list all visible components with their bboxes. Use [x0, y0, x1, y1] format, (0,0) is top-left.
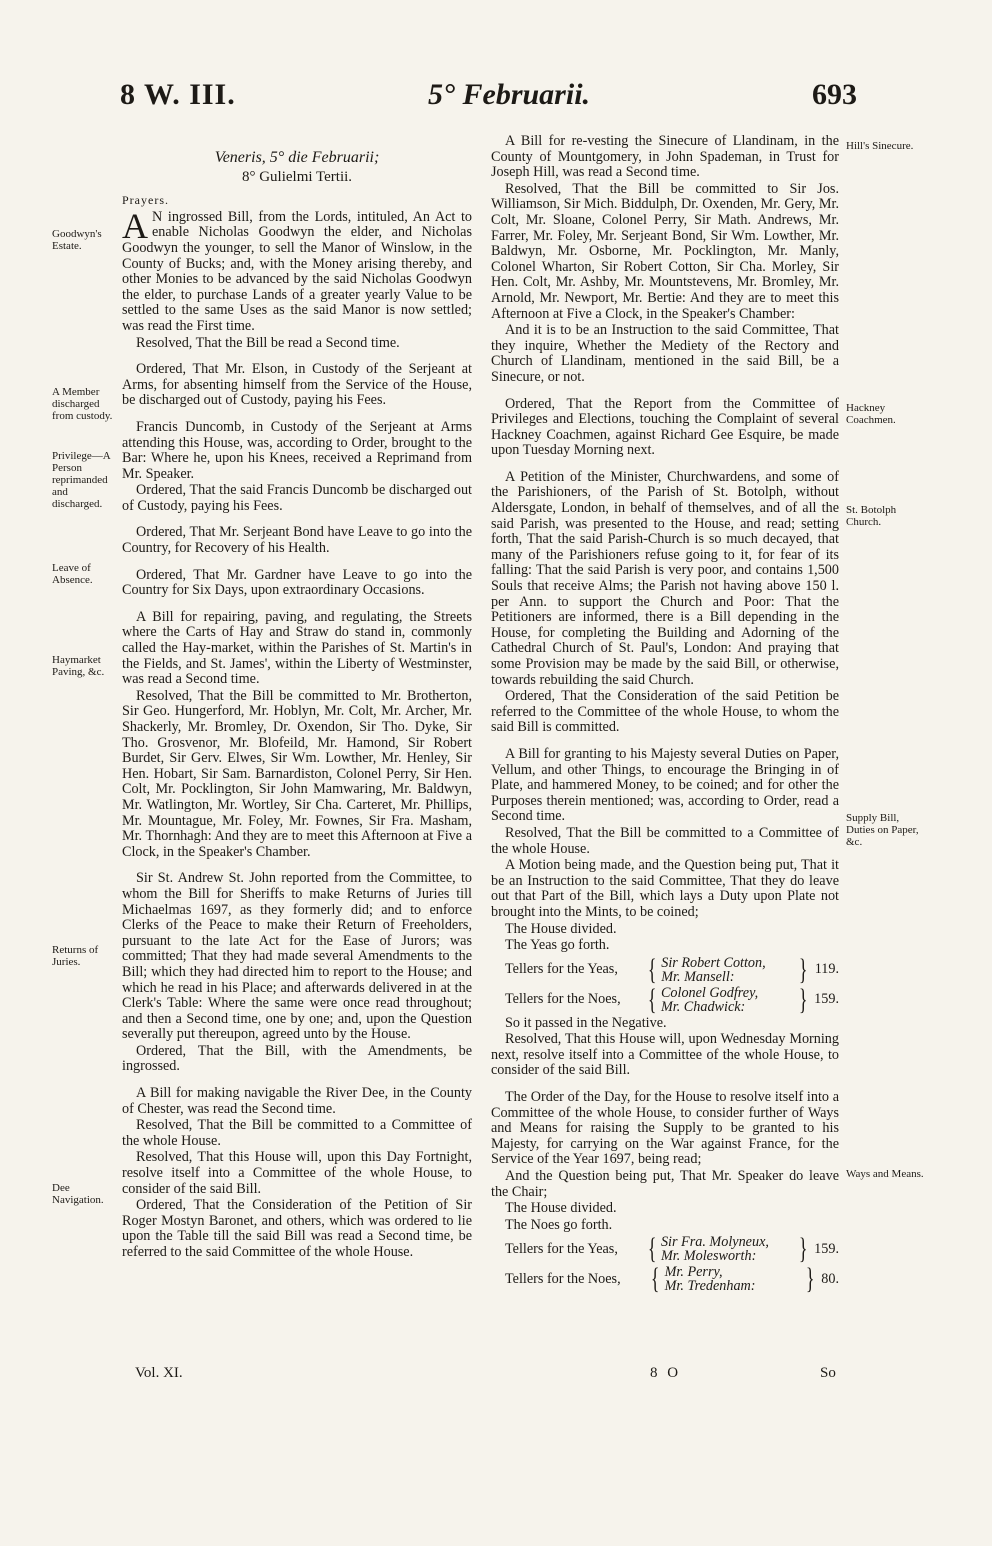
brace-glyph: { [647, 982, 657, 1016]
division-tellers [505, 982, 839, 1016]
tellers-label: Tellers for the Yeas, [505, 960, 618, 977]
paragraph: The Order of the Day, for the House to resolve itself into a Committee of the whole House, to consider further of Ways and Means for raising the Supply to be granted to his Majesty, for carrying on the War against France, for the Service of the Year 1697, being read; [491, 1089, 839, 1168]
tellers-label: Tellers for the Yeas, [505, 1240, 618, 1257]
paragraph: A Bill for making navigable the River Dee, in the County of Chester, was read the Second time. [122, 1085, 472, 1117]
prayers-heading: Prayers. [122, 193, 169, 208]
brace-glyph: { [651, 1262, 660, 1296]
paragraph: Resolved, That the Bill be committed to Sir Jos. Williamson, Sir Mich. Biddulph, Dr. Oxenden, Mr. Gery, Mr. Colt, Mr. Sloane, Colonel Perry, Sir Math. Andrews, Mr. Farrer, Mr. Foley, Mr. Serjeant Bond, Sir Wm. Lowther, Mr. Baldwyn, Mr. Osborne, Mr. Pocklington, Mr. Manly, Colonel Wharton, Sir Robert Cotton, Sir Cha. Morley, Sir Hen. Colt, Mr. Ashby, Mr. Mountstevens, Mr. Bromley, Mr. Arnold, Mr. Newport, Mr. Bertie: And they are to meet this Afternoon at Five a Clock, in the Speaker's Chamber: [491, 180, 839, 322]
paragraph: Francis Duncomb, in Custody of the Serjeant at Arms attending this House, was, according to Order, brought to the Bar: Where he, upon his Knees, received a Reprimand from Mr. Speaker. [122, 418, 472, 482]
paragraph: The Noes go forth. [505, 1216, 613, 1233]
paragraph: Ordered, That the Consideration of the said Petition be referred to the Committee of the whole House, to whom the said Bill is committed. [491, 688, 839, 736]
brace-glyph: } [798, 1232, 808, 1266]
margin-note-member-discharged: A Member discharged from custody. [52, 386, 113, 422]
tellers-count: 80. [821, 1270, 839, 1287]
margin-note-privilege: Privilege—A Person reprimanded and discharged. [52, 450, 111, 510]
paragraph: Resolved, That the Bill be committed to a Committee of the whole House. [122, 1117, 472, 1149]
page-number: 693 [812, 78, 857, 111]
brace-glyph: } [798, 982, 808, 1016]
margin-note-hackney: Hackney Coachmen. [846, 402, 896, 426]
tellers-label: Tellers for the Noes, [505, 1270, 621, 1287]
left-column [122, 150, 472, 1262]
paragraph: And it is to be an Instruction to the said Committee, That they inquire, Whether the Mediety of the Rectory and Church of Llandinam, mentioned in the said Bill, be a Sinecure, or not. [491, 322, 839, 385]
brace-glyph: { [647, 1232, 657, 1266]
paragraph: Resolved, That this House will, upon this Day Fortnight, resolve itself into a Committee of the whole House, to consider of the said Bill. [122, 1149, 472, 1197]
tellers-count: 159. [814, 1240, 839, 1257]
tellers-label: Tellers for the Noes, [505, 990, 621, 1007]
signature-mark: 8 O [650, 1365, 682, 1381]
paragraph: Ordered, That the Report from the Committee of Privileges and Elections, touching the Complaint of several Hackney Coachmen, against Richard Gee Esquire, be made upon Tuesday Morning next. [491, 395, 839, 459]
margin-note-haymarket: Haymarket Paving, &c. [52, 654, 105, 678]
margin-note-supply-bill: Supply Bill, Duties on Paper, &c. [846, 812, 919, 848]
volume-mark: Vol. XI. [135, 1365, 183, 1381]
header-date: 5° Februarii. [428, 78, 591, 111]
brace-glyph: } [799, 952, 808, 986]
margin-note-leave: Leave of Absence. [52, 562, 93, 586]
paragraph: And the Question being put, That Mr. Speaker do leave the Chair; [491, 1168, 839, 1200]
margin-note-goodwyn: Goodwyn's Estate. [52, 228, 102, 252]
margin-note-ways-means: Ways and Means. [846, 1168, 924, 1180]
drop-cap: A [122, 205, 148, 246]
paragraph: Ordered, That Mr. Serjeant Bond have Leave to go into the Country, for Recovery of his Health. [122, 524, 472, 557]
paragraph: So it passed in the Negative. [505, 1014, 667, 1031]
brace-glyph: } [805, 1262, 815, 1296]
paragraph: A Bill for repairing, paving, and regulating, the Streets where the Carts of Hay and Straw do stand in, commonly called the Hay-market, within the Parishes of St. Martin's in the Fields, and St. James', within the Liberty of Westminster, was read a Second time. [122, 608, 472, 688]
date-heading: Veneris, 5° die Februarii; [214, 149, 380, 166]
paragraph: Ordered, That Mr. Gardner have Leave to go into the Country for Six Days, upon extraordinary Occasions. [122, 566, 472, 599]
paragraph: Ordered, That the Consideration of the Petition of Sir Roger Mostyn Baronet, and others, which was ordered to lie upon the Table till the said Bill was read a Second time, be referred to the said Committee of the whole House. [122, 1197, 472, 1260]
paragraph: Resolved, That the Bill be committed to a Committee of the whole House. [491, 824, 839, 857]
paragraph: Resolved, That this House will, upon Wednesday Morning next, resolve itself into a Committee of the whole House, to consider of the said Bill. [491, 1031, 839, 1079]
paragraph: A N ingrossed Bill, from the Lords, intituled, An Act to enable Nicholas Goodwyn the elder, and Nicholas Goodwyn the younger, to sell the Manor of Winslow, in the County of Bucks; and, with the Money arising thereby, and other Monies to be advanced by the said Nicholas Goodwyn the elder, to purchase Lands of a greater yearly Value to be settled to the same Uses as the said Manor is now settled; was read the First time. [122, 205, 472, 334]
catchword: So [820, 1365, 836, 1381]
paragraph: A Petition of the Minister, Churchwardens, and some of the Parishioners, of the Parish of St. Botolph, without Aldersgate, London, in behalf of themselves, and of all the said Parish, was presented to the House, and read; setting forth, That the said Parish-Church is so much decayed, that many of the Parishioners refuse going to it, for fear of its falling: That the said Parish is very poor, and contains 1,500 Souls that receive Alms; the Parish not having above 150 l. per Ann. to support the Church and Poor: That the Petitioners are informed, there is a Bill depending in the House, for completing the Building and Adorning of the Cathedral Church of St. Paul's, London: And praying that some Provision may be made by the said Bill, or otherwise, towards rebuilding the said Church. [491, 468, 839, 688]
paragraph: A Motion being made, and the Question being put, That it be an Instruction to the said Committee, That they do leave out that Part of the Bill, which lays a Duty upon Plate not brought into the Mints, to be coined; [491, 857, 839, 920]
tellers-names: Sir Fra. Molyneux, Mr. Molesworth: [660, 1234, 769, 1265]
paragraph: A Bill for granting to his Majesty several Duties on Paper, Vellum, and other Things, to encourage the Bringing in of Plate, and hammered Money, to be coined; and for other the Purposes therein mentioned; was, according to Order, read a Second time. [491, 745, 839, 825]
paragraph: The Yeas go forth. [505, 937, 610, 954]
paragraph: Ordered, That the Bill, with the Amendments, be ingrossed. [122, 1042, 472, 1075]
brace-glyph: { [647, 952, 657, 986]
tellers-names: Colonel Godfrey, Mr. Chadwick: [660, 984, 759, 1015]
paragraph: Resolved, That the Bill be committed to Mr. Brotherton, Sir Geo. Hungerford, Mr. Hoblyn, Mr. Colt, Mr. Archer, Mr. Shackerly, Mr. Bromley, Dr. Oxendon, Sir Tho. Dyke, Sir Tho. Grosvenor, Mr. Blofeild, Mr. Hamond, Sir Robert Burdet, Sir Gerv. Elwes, Sir Wm. Lowther, Mr. Henley, Sir Hen. Hobart, Sir Sam. Barnardiston, Colonel Perry, Sir Hen. Colt, Mr. Pocklington, Sir John Mamwaring, Mr. Baldwyn, Mr. Watlington, Mr. Wortley, Sir Cha. Carteret, Mr. Phillips, Mr. Mountague, Mr. Foley, Mr. Fownes, Sir Fra. Masham, Mr. Thornhagh: And they are to meet this Afternoon at Five a Clock, in the Speaker's Chamber. [122, 687, 472, 860]
margin-note-juries: Returns of Juries. [52, 944, 99, 968]
paragraph: Ordered, That Mr. Elson, in Custody of the Serjeant at Arms, for absenting himself from the Service of the House, be discharged out of Custody, paying his Fees. [122, 361, 472, 409]
paragraph: Resolved, That the Bill be read a Second time. [136, 334, 400, 351]
paragraph: The House divided. [505, 1200, 617, 1217]
tellers-names: Mr. Perry, Mr. Tredenham: [664, 1264, 756, 1295]
division-tellers [505, 1262, 839, 1296]
paragraph: The House divided. [505, 920, 617, 937]
division-tellers [505, 952, 839, 986]
division-tellers [505, 1232, 839, 1266]
paragraph: Sir St. Andrew St. John reported from the Committee, to whom the Bill for Sheriffs to make Returns of Juries till Michaelmas 1697, as they formerly did; and to enforce Clerks of the Peace to make their Return of Freeholders, pursuant to the late Act for the Ease of Jurors; was committed; That they had made several Amendments to the Bill; which they had directed him to report to the House; and which he read in his Place; and afterwards delivered in at the Clerk's Table: Where the same were once read throughout; and then a Second time, one by one; and, upon the Question severally put thereupon, agreed unto by the House. [122, 870, 472, 1043]
tellers-count: 159. [814, 990, 839, 1007]
header-reign: 8 W. III. [120, 78, 236, 111]
margin-note-hills-sinecure: Hill's Sinecure. [846, 140, 914, 152]
tellers-names: Sir Robert Cotton, Mr. Mansell: [661, 954, 766, 985]
margin-note-st-botolph: St. Botolph Church. [846, 504, 897, 528]
paragraph: Ordered, That the said Francis Duncomb be discharged out of Custody, paying his Fees. [122, 482, 472, 514]
tellers-count: 119. [814, 960, 839, 977]
reign-heading: 8° Gulielmi Tertii. [241, 168, 353, 185]
paragraph: A Bill for re-vesting the Sinecure of Llandinam, in the County of Mountgomery, in John Spademan, in Trust for Joseph Hill, was read a Second time. [491, 133, 839, 181]
margin-note-dee: Dee Navigation. [52, 1182, 104, 1206]
right-column [491, 134, 839, 1295]
